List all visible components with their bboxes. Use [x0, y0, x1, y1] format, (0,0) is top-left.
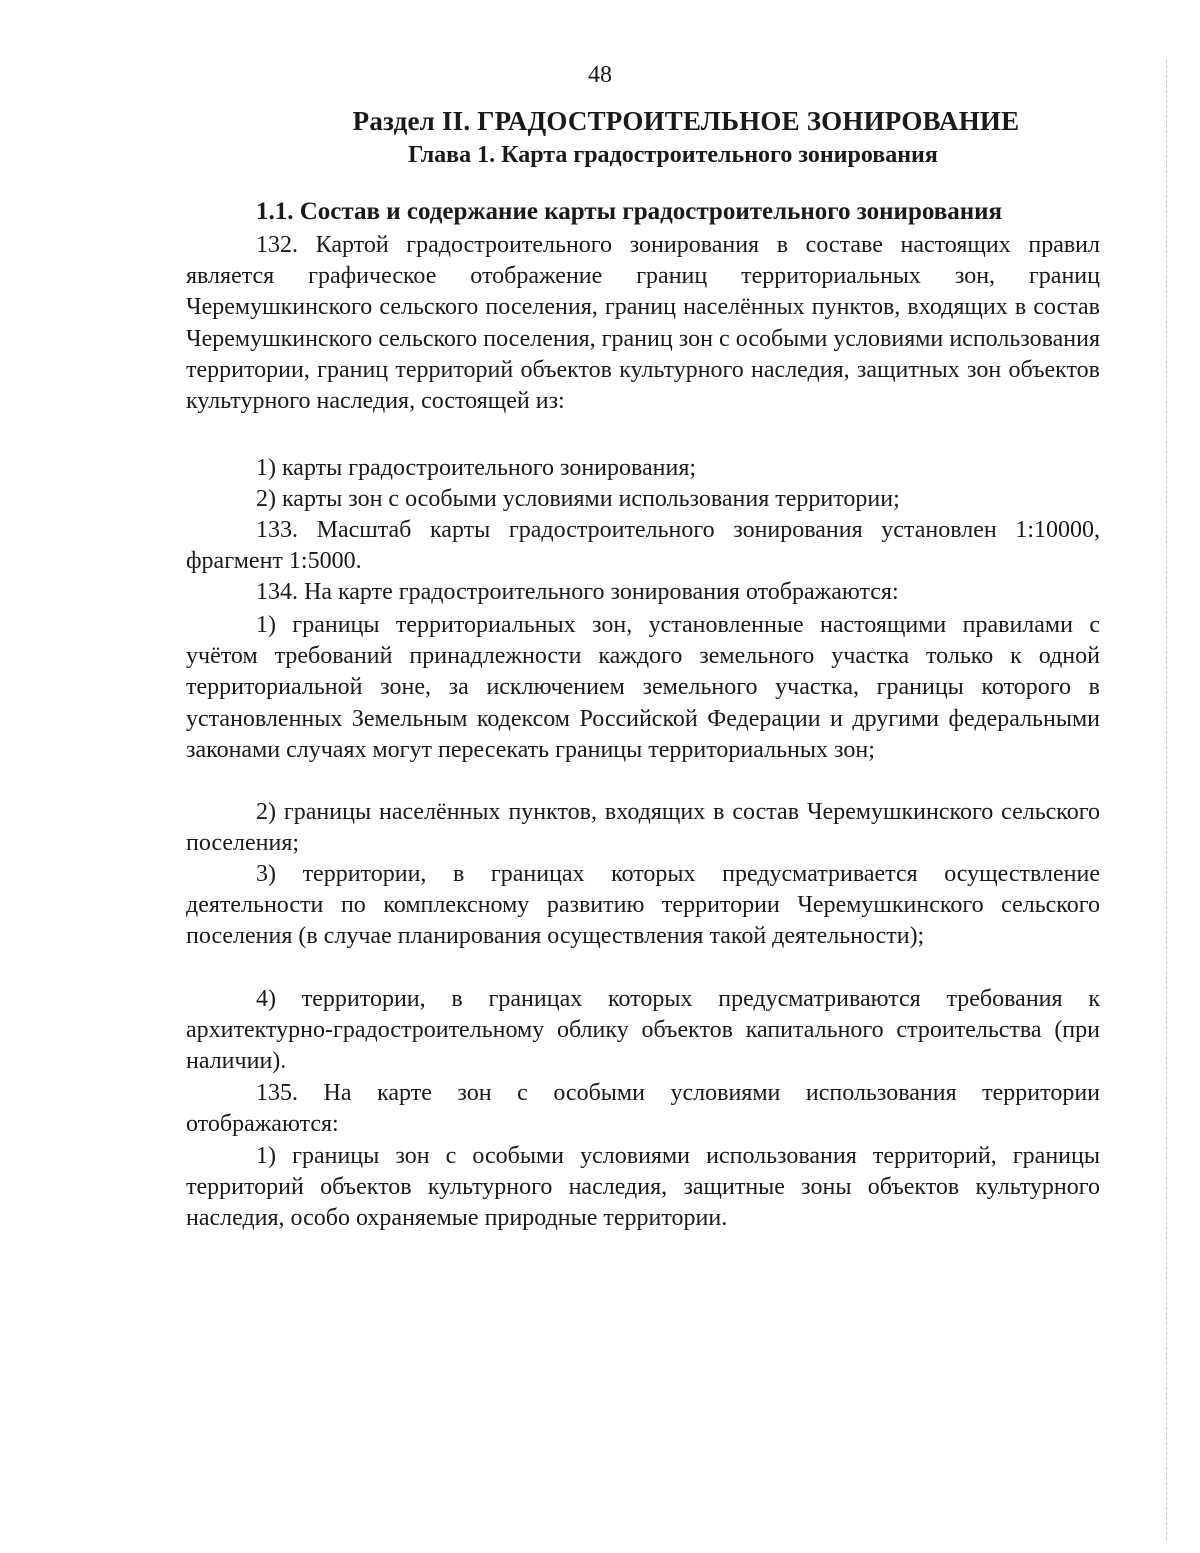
list-item-134-3	[186, 859, 1100, 953]
subsection-title: 1.1. Состав и содержание карты градостроительного зонирования	[256, 198, 1003, 225]
list-item-text: 4) территории, в границах которых предусматриваются требования к архитектурно-градостроительному облику объектов капитального строительства (при наличии).	[186, 986, 1100, 1075]
paragraph-134	[186, 577, 1100, 608]
paragraph-text: 132. Картой градостроительного зонирования в составе настоящих правил является графическое отображение границ территориальных зон, границ Черемушкинского сельского поселения, границ населённых пунктов, входящих в состав Черемушкинского сельского поселения, границ зон с особыми условиями использования территории, границ территорий объектов культурного наследия, защитных зон объектов культурного наследия, состоящей из:	[186, 232, 1100, 415]
paragraph-133	[186, 515, 1100, 577]
paragraph-text: 134. На карте градостроительного зонирования отображаются:	[256, 579, 899, 605]
scan-edge-line	[1166, 60, 1167, 1540]
list-item-text: 1) карты градостроительного зонирования;	[256, 455, 697, 481]
list-item-text: 2) карты зон с особыми условиями использования территории;	[256, 486, 900, 512]
paragraph-132	[186, 230, 1100, 417]
list-item-134-1	[186, 610, 1100, 766]
list-item-132-2	[186, 484, 1100, 515]
paragraph-text: 135. На карте зон с особыми условиями использования территории отображаются:	[186, 1080, 1100, 1138]
list-item-132-1	[186, 453, 1100, 484]
list-item-134-4	[186, 984, 1100, 1078]
paragraph-135	[186, 1078, 1100, 1140]
list-item-text: 2) границы населённых пунктов, входящих в состав Черемушкинского сельского поселения;	[186, 799, 1100, 857]
page-number: 48	[588, 62, 612, 88]
chapter-title: Глава 1. Карта градостроительного зонирования	[408, 142, 938, 168]
list-item-135-1	[186, 1141, 1100, 1235]
list-item-text: 1) границы зон с особыми условиями использования территорий, границы территорий объектов культурного наследия, защитные зоны объектов культурного наследия, особо охраняемые природные территории.	[186, 1143, 1100, 1232]
paragraph-text: 133. Масштаб карты градостроительного зонирования установлен 1:10000, фрагмент 1:5000.	[186, 517, 1100, 575]
list-item-text: 3) территории, в границах которых предусматривается осуществление деятельности по комплексному развитию территории Черемушкинского сельского поселения (в случае планирования осуществления такой деятельности);	[186, 861, 1100, 950]
list-item-134-2	[186, 797, 1100, 859]
list-item-text: 1) границы территориальных зон, установленные настоящими правилами с учётом требований принадлежности каждого земельного участка только к одной территориальной зоне, за исключением земельного участка, границы которого в установленных Земельным кодексом Российской Федерации и другими федеральными законами случаях могут пересекать границы территориальных зон;	[186, 612, 1100, 763]
section-title: Раздел II. ГРАДОСТРОИТЕЛЬНОЕ ЗОНИРОВАНИЕ	[352, 106, 1020, 136]
